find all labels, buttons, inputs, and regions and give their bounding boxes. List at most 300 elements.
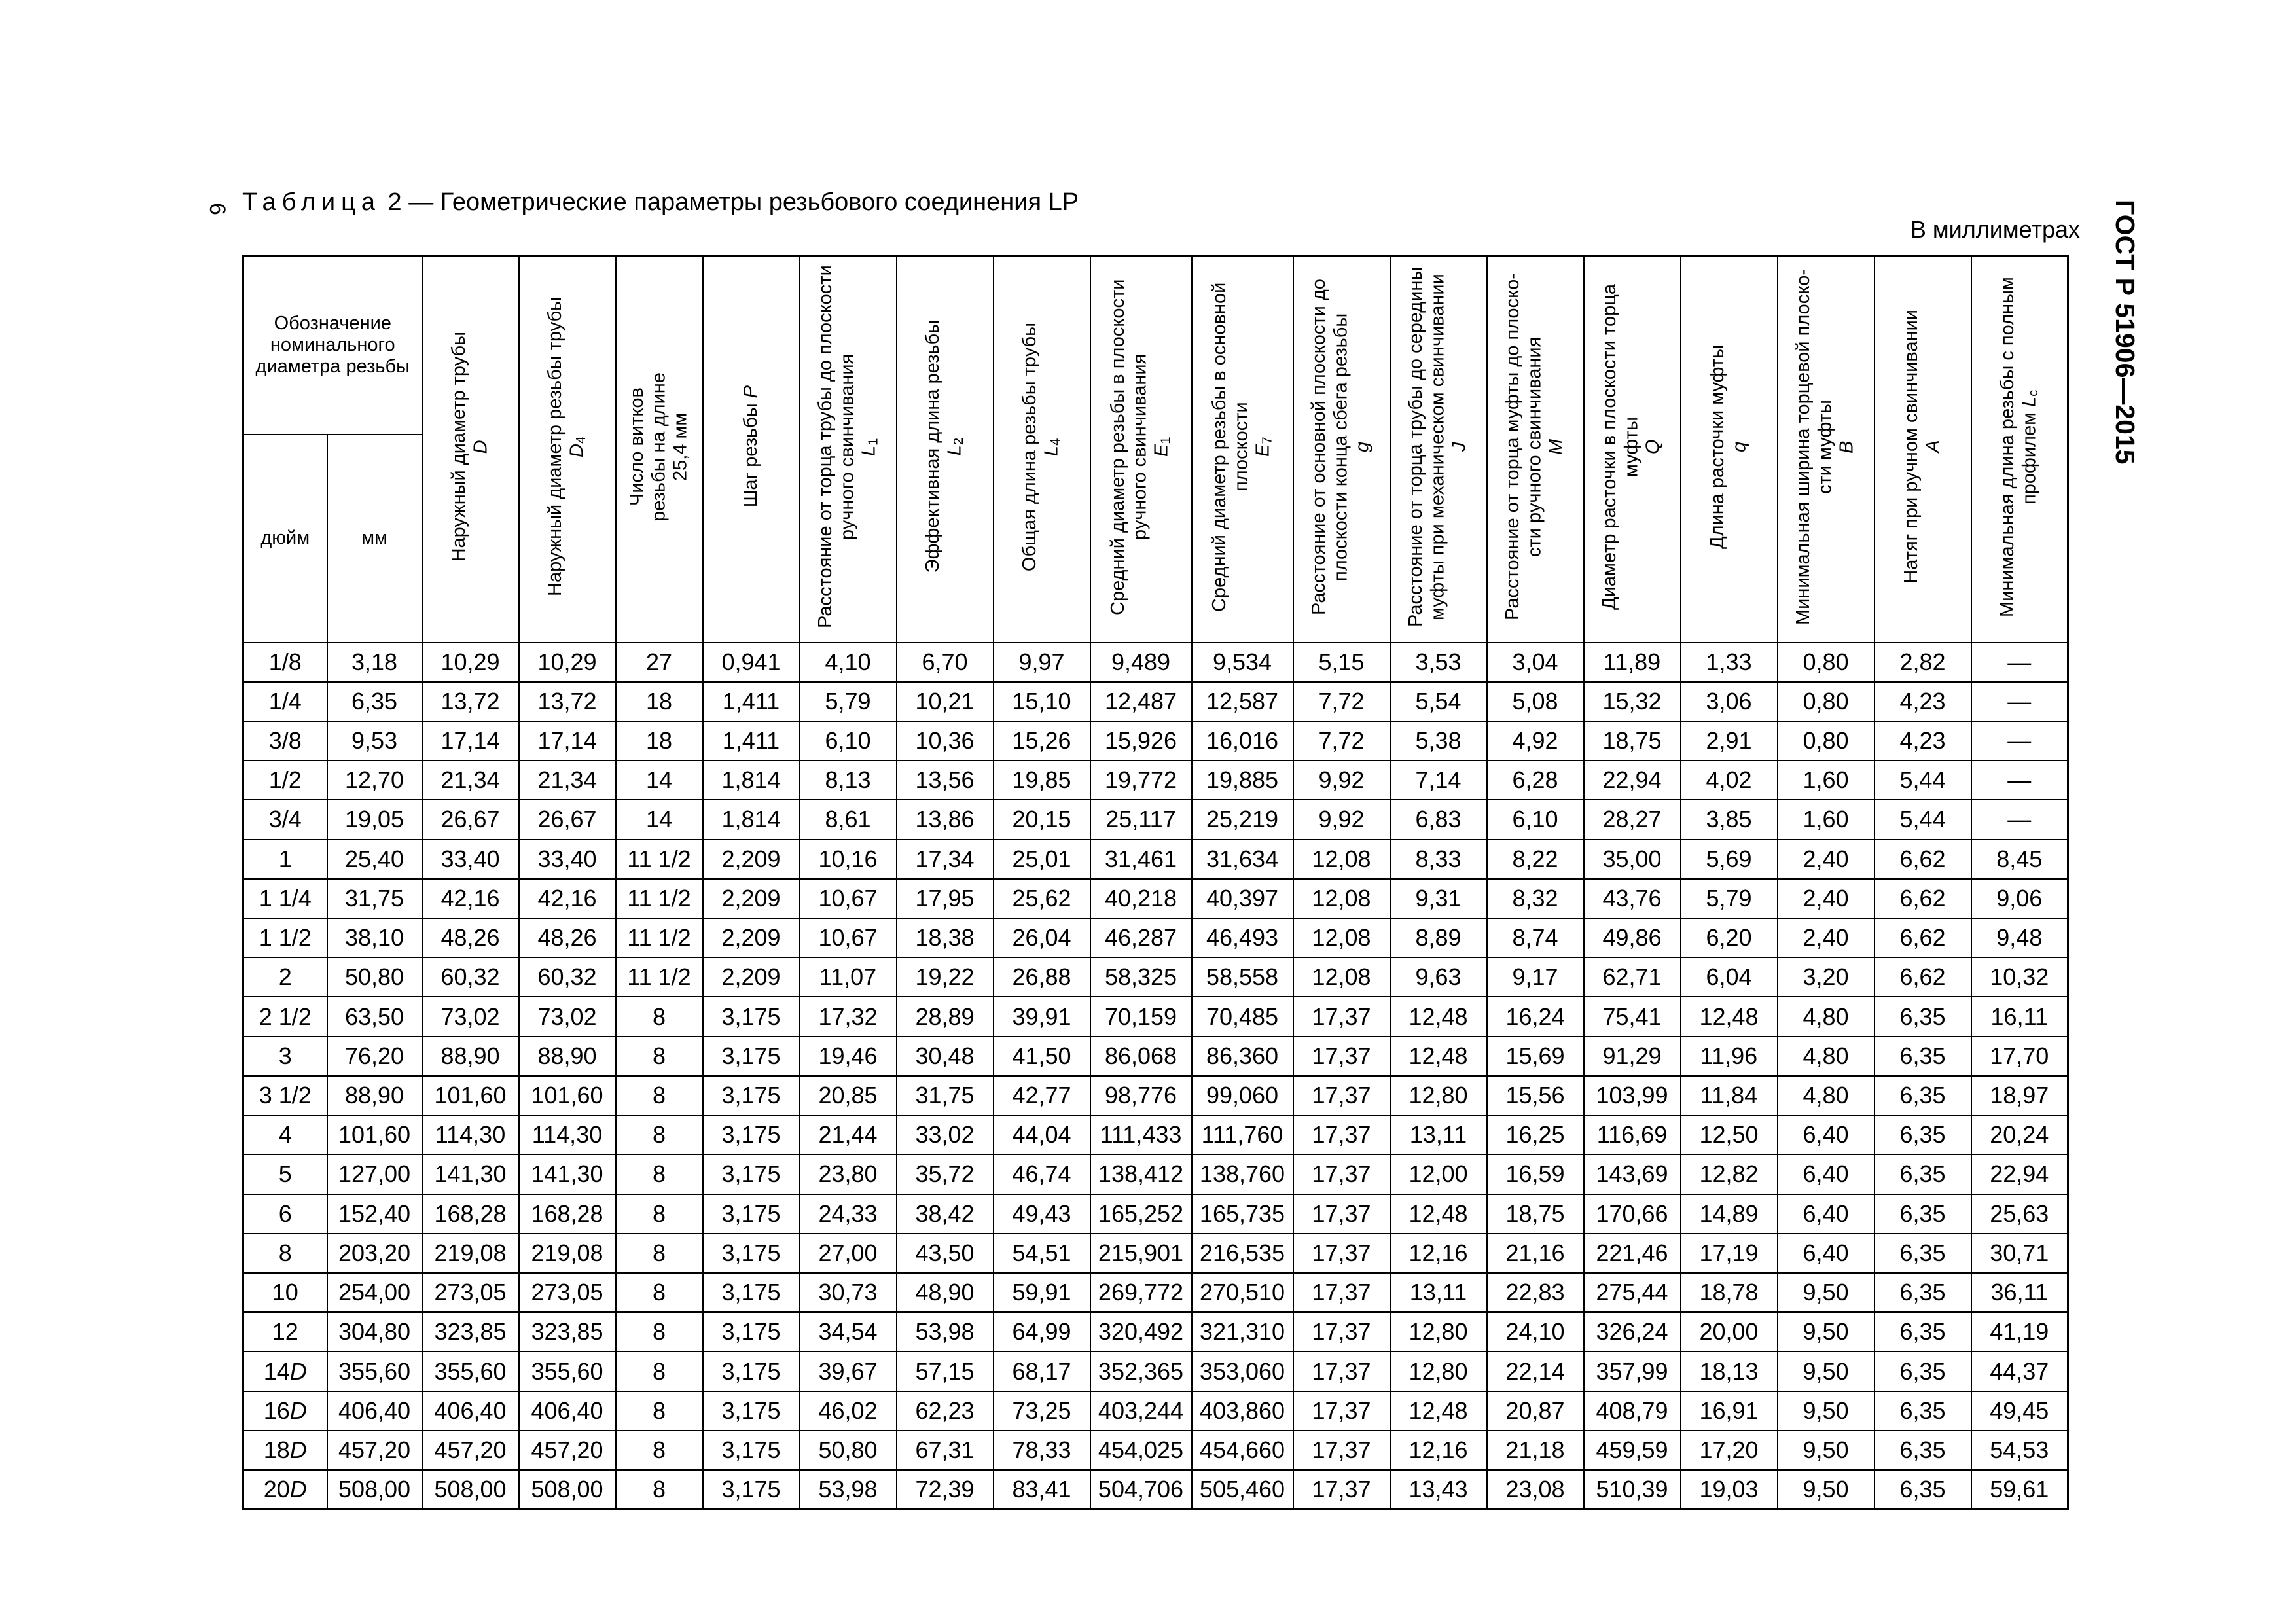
- value-cell: 2,209: [703, 918, 800, 957]
- col-header-label: Расстояние от торца трубы до середины муфты при механическом свинчивании J: [1405, 266, 1471, 627]
- value-cell: 6,35: [1874, 1234, 1971, 1273]
- value-cell: 57,15: [897, 1351, 994, 1391]
- value-cell: 3,175: [703, 997, 800, 1036]
- col-header-label: Общая длина резьбы трубы $L_4$: [1019, 322, 1064, 571]
- value-cell: 1,60: [1778, 800, 1874, 839]
- table-row: [243, 1154, 2068, 1194]
- value-cell: 3,175: [703, 1351, 800, 1391]
- value-cell: 4,92: [1487, 721, 1584, 760]
- value-cell: 3,175: [703, 1194, 800, 1234]
- value-cell: 0,80: [1778, 721, 1874, 760]
- value-cell: 91,29: [1584, 1037, 1681, 1076]
- value-cell: 73,02: [519, 997, 616, 1036]
- value-cell: 215,901: [1090, 1234, 1192, 1273]
- value-cell: 9,50: [1778, 1312, 1874, 1351]
- value-cell: 408,79: [1584, 1391, 1681, 1431]
- value-cell: 8: [616, 997, 703, 1036]
- value-cell: 17,37: [1293, 1431, 1390, 1470]
- value-cell: 16,25: [1487, 1115, 1584, 1154]
- value-cell: 457,20: [519, 1431, 616, 1470]
- value-cell: 355,60: [519, 1351, 616, 1391]
- value-cell: 8,89: [1390, 918, 1487, 957]
- value-cell: 17,14: [422, 721, 519, 760]
- value-cell: 141,30: [519, 1154, 616, 1194]
- inch-cell: 8: [243, 1234, 327, 1273]
- value-cell: 4,80: [1778, 1037, 1874, 1076]
- value-cell: 12,48: [1390, 1391, 1487, 1431]
- value-cell: 14,89: [1681, 1194, 1778, 1234]
- mm-cell: 457,20: [327, 1431, 422, 1470]
- value-cell: 6,35: [1874, 997, 1971, 1036]
- value-cell: 11,96: [1681, 1037, 1778, 1076]
- table-row: [243, 997, 2068, 1036]
- value-cell: 38,42: [897, 1194, 994, 1234]
- col-header-label: Наружный диаметр трубы D: [448, 331, 492, 562]
- col-header-label: Эффективная длина резьбы $L_2$: [922, 320, 967, 573]
- col-header-label: Диаметр расточки в плоскости торца муфты Q: [1599, 283, 1664, 610]
- value-cell: 0,80: [1778, 682, 1874, 721]
- inch-cell: 4: [243, 1115, 327, 1154]
- value-cell: 25,219: [1192, 800, 1293, 839]
- value-cell: 9,92: [1293, 800, 1390, 839]
- inch-cell: 1: [243, 840, 327, 879]
- value-cell: 31,461: [1090, 840, 1192, 879]
- table-body: [243, 643, 2068, 1510]
- value-cell: 60,32: [422, 957, 519, 997]
- value-cell: 10,29: [422, 643, 519, 682]
- inch-cell: 16D: [243, 1391, 327, 1431]
- value-cell: 17,19: [1681, 1234, 1778, 1273]
- table-caption: [242, 188, 1079, 217]
- value-cell: 12,587: [1192, 682, 1293, 721]
- value-cell: 3,175: [703, 1037, 800, 1076]
- value-cell: 168,28: [422, 1194, 519, 1234]
- value-cell: 406,40: [519, 1391, 616, 1431]
- value-cell: 4,02: [1681, 760, 1778, 800]
- value-cell: 20,24: [1971, 1115, 2068, 1154]
- value-cell: 6,40: [1778, 1194, 1874, 1234]
- value-cell: 58,325: [1090, 957, 1192, 997]
- value-cell: 86,360: [1192, 1037, 1293, 1076]
- value-cell: 3,06: [1681, 682, 1778, 721]
- value-cell: 19,885: [1192, 760, 1293, 800]
- value-cell: 59,61: [1971, 1470, 2068, 1509]
- value-cell: 14: [616, 800, 703, 839]
- value-cell: 12,16: [1390, 1234, 1487, 1273]
- value-cell: 13,72: [519, 682, 616, 721]
- value-cell: 41,50: [994, 1037, 1090, 1076]
- value-cell: 273,05: [519, 1273, 616, 1312]
- value-cell: 138,760: [1192, 1154, 1293, 1194]
- mm-cell: 152,40: [327, 1194, 422, 1234]
- value-cell: 22,83: [1487, 1273, 1584, 1312]
- designation-header-text: Обозначение номинального диаметра резьбы: [255, 312, 410, 378]
- mm-cell: 88,90: [327, 1076, 422, 1115]
- value-cell: 3,175: [703, 1115, 800, 1154]
- value-cell: 3,20: [1778, 957, 1874, 997]
- value-cell: 111,433: [1090, 1115, 1192, 1154]
- value-cell: 18: [616, 721, 703, 760]
- value-cell: 2,209: [703, 840, 800, 879]
- value-cell: 70,159: [1090, 997, 1192, 1036]
- value-cell: 1,60: [1778, 760, 1874, 800]
- value-cell: 20,00: [1681, 1312, 1778, 1351]
- value-cell: 6,35: [1874, 1115, 1971, 1154]
- value-cell: 21,34: [519, 760, 616, 800]
- value-cell: 9,97: [994, 643, 1090, 682]
- value-cell: 17,14: [519, 721, 616, 760]
- value-cell: 11,07: [800, 957, 897, 997]
- mm-cell: 25,40: [327, 840, 422, 879]
- value-cell: 25,62: [994, 879, 1090, 918]
- value-cell: 31,634: [1192, 840, 1293, 879]
- col-header-label: Шаг резьбы P: [740, 385, 761, 508]
- value-cell: 60,32: [519, 957, 616, 997]
- value-cell: 26,67: [422, 800, 519, 839]
- value-cell: 6,40: [1778, 1154, 1874, 1194]
- value-cell: 35,00: [1584, 840, 1681, 879]
- inch-cell: 5: [243, 1154, 327, 1194]
- value-cell: 13,11: [1390, 1115, 1487, 1154]
- value-cell: 6,35: [1874, 1194, 1971, 1234]
- value-cell: 510,39: [1584, 1470, 1681, 1509]
- value-cell: 4,23: [1874, 721, 1971, 760]
- mm-cell: 9,53: [327, 721, 422, 760]
- value-cell: 8: [616, 1115, 703, 1154]
- value-cell: 6,35: [1874, 1312, 1971, 1351]
- value-cell: 8,13: [800, 760, 897, 800]
- thread-parameters-table: [242, 255, 2069, 1510]
- value-cell: 39,91: [994, 997, 1090, 1036]
- value-cell: 12,08: [1293, 918, 1390, 957]
- value-cell: 43,76: [1584, 879, 1681, 918]
- value-cell: 48,26: [519, 918, 616, 957]
- value-cell: 23,08: [1487, 1470, 1584, 1509]
- value-cell: 13,43: [1390, 1470, 1487, 1509]
- table-row: [243, 1037, 2068, 1076]
- value-cell: 10,16: [800, 840, 897, 879]
- value-cell: 12,80: [1390, 1076, 1487, 1115]
- value-cell: 459,59: [1584, 1431, 1681, 1470]
- table-row: [243, 1194, 2068, 1234]
- table-row: [243, 643, 2068, 682]
- value-cell: 12,48: [1681, 997, 1778, 1036]
- value-cell: 9,50: [1778, 1431, 1874, 1470]
- col-header-label: Минимальная длина резьбы с полным профилем $L_c$: [1997, 276, 2041, 617]
- value-cell: 21,44: [800, 1115, 897, 1154]
- value-cell: 11 1/2: [616, 918, 703, 957]
- value-cell: 54,51: [994, 1234, 1090, 1273]
- mm-cell: 38,10: [327, 918, 422, 957]
- standard-designation: ГОСТ Р 51906—2015: [2110, 200, 2140, 465]
- value-cell: 6,28: [1487, 760, 1584, 800]
- value-cell: 19,46: [800, 1037, 897, 1076]
- value-cell: 9,92: [1293, 760, 1390, 800]
- value-cell: 59,91: [994, 1273, 1090, 1312]
- value-cell: 5,44: [1874, 800, 1971, 839]
- value-cell: 21,34: [422, 760, 519, 800]
- value-cell: 403,860: [1192, 1391, 1293, 1431]
- value-cell: 17,37: [1293, 1037, 1390, 1076]
- value-cell: 12,16: [1390, 1431, 1487, 1470]
- col-header-label: Минимальная ширина торцевой плоско-сти муфты B: [1793, 268, 1858, 625]
- value-cell: 9,17: [1487, 957, 1584, 997]
- value-cell: 68,17: [994, 1351, 1090, 1391]
- value-cell: 42,16: [422, 879, 519, 918]
- value-cell: 13,11: [1390, 1273, 1487, 1312]
- value-cell: 21,18: [1487, 1431, 1584, 1470]
- inch-cell: 2: [243, 957, 327, 997]
- value-cell: 30,48: [897, 1037, 994, 1076]
- value-cell: 12,80: [1390, 1312, 1487, 1351]
- value-cell: 323,85: [519, 1312, 616, 1351]
- value-cell: 15,32: [1584, 682, 1681, 721]
- value-cell: 49,86: [1584, 918, 1681, 957]
- table-row: [243, 721, 2068, 760]
- mm-cell: 19,05: [327, 800, 422, 839]
- value-cell: 11 1/2: [616, 840, 703, 879]
- value-cell: 10,67: [800, 879, 897, 918]
- value-cell: 2,40: [1778, 918, 1874, 957]
- value-cell: 170,66: [1584, 1194, 1681, 1234]
- value-cell: 8: [616, 1076, 703, 1115]
- value-cell: 15,56: [1487, 1076, 1584, 1115]
- value-cell: 24,10: [1487, 1312, 1584, 1351]
- table-row: [243, 1351, 2068, 1391]
- value-cell: 6,35: [1874, 1431, 1971, 1470]
- mm-cell: 76,20: [327, 1037, 422, 1076]
- mm-header: мм: [327, 435, 422, 643]
- value-cell: 13,86: [897, 800, 994, 839]
- value-cell: 3,175: [703, 1470, 800, 1509]
- value-cell: 326,24: [1584, 1312, 1681, 1351]
- value-cell: 6,40: [1778, 1234, 1874, 1273]
- value-cell: 53,98: [897, 1312, 994, 1351]
- value-cell: 11 1/2: [616, 879, 703, 918]
- value-cell: 46,02: [800, 1391, 897, 1431]
- value-cell: 8: [616, 1194, 703, 1234]
- col-header: [1584, 257, 1681, 643]
- value-cell: 355,60: [422, 1351, 519, 1391]
- mm-cell: 203,20: [327, 1234, 422, 1273]
- value-cell: 323,85: [422, 1312, 519, 1351]
- value-cell: —: [1971, 800, 2068, 839]
- value-cell: 17,37: [1293, 1391, 1390, 1431]
- col-header: [994, 257, 1090, 643]
- value-cell: 48,90: [897, 1273, 994, 1312]
- table-row: [243, 1115, 2068, 1154]
- value-cell: 6,35: [1874, 1154, 1971, 1194]
- value-cell: 2,91: [1681, 721, 1778, 760]
- value-cell: 101,60: [422, 1076, 519, 1115]
- value-cell: 28,27: [1584, 800, 1681, 839]
- value-cell: 4,10: [800, 643, 897, 682]
- value-cell: 17,37: [1293, 997, 1390, 1036]
- value-cell: 454,660: [1192, 1431, 1293, 1470]
- value-cell: 3,175: [703, 1234, 800, 1273]
- value-cell: 26,67: [519, 800, 616, 839]
- value-cell: 111,760: [1192, 1115, 1293, 1154]
- value-cell: 219,08: [422, 1234, 519, 1273]
- value-cell: 50,80: [800, 1431, 897, 1470]
- value-cell: 6,83: [1390, 800, 1487, 839]
- value-cell: 1,814: [703, 800, 800, 839]
- table-row: [243, 1312, 2068, 1351]
- col-header: [1487, 257, 1584, 643]
- value-cell: 17,34: [897, 840, 994, 879]
- value-cell: 7,72: [1293, 721, 1390, 760]
- col-header-label: Наружный диаметр резьбы трубы $D_4$: [545, 297, 589, 597]
- table-row: [243, 1273, 2068, 1312]
- value-cell: 98,776: [1090, 1076, 1192, 1115]
- value-cell: 8,32: [1487, 879, 1584, 918]
- value-cell: 9,50: [1778, 1351, 1874, 1391]
- value-cell: 6,04: [1681, 957, 1778, 997]
- value-cell: 321,310: [1192, 1312, 1293, 1351]
- value-cell: 1,411: [703, 721, 800, 760]
- value-cell: 75,41: [1584, 997, 1681, 1036]
- col-header-label: Расстояние от основной плоскости до плоскости конца сбега резьбы g: [1308, 278, 1374, 615]
- value-cell: 1,814: [703, 760, 800, 800]
- value-cell: 6,40: [1778, 1115, 1874, 1154]
- value-cell: 3,175: [703, 1273, 800, 1312]
- value-cell: 17,37: [1293, 1194, 1390, 1234]
- value-cell: 48,26: [422, 918, 519, 957]
- value-cell: 62,71: [1584, 957, 1681, 997]
- value-cell: 73,02: [422, 997, 519, 1036]
- value-cell: 53,98: [800, 1470, 897, 1509]
- value-cell: 28,89: [897, 997, 994, 1036]
- inch-cell: 6: [243, 1194, 327, 1234]
- value-cell: 8: [616, 1154, 703, 1194]
- mm-cell: 6,35: [327, 682, 422, 721]
- value-cell: 6,10: [800, 721, 897, 760]
- table-row: [243, 760, 2068, 800]
- value-cell: 40,218: [1090, 879, 1192, 918]
- value-cell: 4,80: [1778, 1076, 1874, 1115]
- value-cell: 20,87: [1487, 1391, 1584, 1431]
- value-cell: 36,11: [1971, 1273, 2068, 1312]
- col-header: [616, 257, 703, 643]
- value-cell: 3,175: [703, 1312, 800, 1351]
- value-cell: 88,90: [422, 1037, 519, 1076]
- value-cell: 508,00: [422, 1470, 519, 1509]
- inch-cell: 3/4: [243, 800, 327, 839]
- value-cell: 18,75: [1487, 1194, 1584, 1234]
- col-header-label: Расстояние от торца трубы до плоскости ручного свинчивания $L_1$: [814, 265, 881, 628]
- value-cell: 12,48: [1390, 1194, 1487, 1234]
- value-cell: 9,06: [1971, 879, 2068, 918]
- value-cell: 5,79: [800, 682, 897, 721]
- inch-cell: 10: [243, 1273, 327, 1312]
- table-row: [243, 1076, 2068, 1115]
- value-cell: 6,70: [897, 643, 994, 682]
- value-cell: 114,30: [422, 1115, 519, 1154]
- value-cell: 9,50: [1778, 1273, 1874, 1312]
- value-cell: 6,62: [1874, 840, 1971, 879]
- value-cell: 16,24: [1487, 997, 1584, 1036]
- value-cell: 454,025: [1090, 1431, 1192, 1470]
- value-cell: 18,38: [897, 918, 994, 957]
- inch-cell: 2 1/2: [243, 997, 327, 1036]
- value-cell: 17,37: [1293, 1273, 1390, 1312]
- mm-cell: 63,50: [327, 997, 422, 1036]
- value-cell: 6,10: [1487, 800, 1584, 839]
- inch-cell: 3: [243, 1037, 327, 1076]
- mm-cell: 3,18: [327, 643, 422, 682]
- value-cell: 16,91: [1681, 1391, 1778, 1431]
- value-cell: 168,28: [519, 1194, 616, 1234]
- value-cell: 10,67: [800, 918, 897, 957]
- value-cell: 6,35: [1874, 1076, 1971, 1115]
- value-cell: 12,82: [1681, 1154, 1778, 1194]
- value-cell: 9,48: [1971, 918, 2068, 957]
- value-cell: 2,209: [703, 879, 800, 918]
- value-cell: 17,20: [1681, 1431, 1778, 1470]
- value-cell: 16,59: [1487, 1154, 1584, 1194]
- value-cell: 46,493: [1192, 918, 1293, 957]
- value-cell: 25,63: [1971, 1194, 2068, 1234]
- value-cell: 3,175: [703, 1391, 800, 1431]
- value-cell: 78,33: [994, 1431, 1090, 1470]
- value-cell: 5,15: [1293, 643, 1390, 682]
- table-row: [243, 1391, 2068, 1431]
- value-cell: 26,04: [994, 918, 1090, 957]
- col-header: [1293, 257, 1390, 643]
- value-cell: 18: [616, 682, 703, 721]
- value-cell: 221,46: [1584, 1234, 1681, 1273]
- value-cell: 14: [616, 760, 703, 800]
- value-cell: 273,05: [422, 1273, 519, 1312]
- value-cell: 10,36: [897, 721, 994, 760]
- value-cell: 9,31: [1390, 879, 1487, 918]
- value-cell: 42,77: [994, 1076, 1090, 1115]
- value-cell: 17,37: [1293, 1234, 1390, 1273]
- table-row: [243, 918, 2068, 957]
- value-cell: 19,772: [1090, 760, 1192, 800]
- value-cell: 12,08: [1293, 840, 1390, 879]
- value-cell: —: [1971, 721, 2068, 760]
- value-cell: 9,489: [1090, 643, 1192, 682]
- value-cell: 8,33: [1390, 840, 1487, 879]
- value-cell: 8: [616, 1351, 703, 1391]
- table-row: [243, 840, 2068, 879]
- inch-cell: 18D: [243, 1431, 327, 1470]
- inch-cell: 12: [243, 1312, 327, 1351]
- value-cell: 49,45: [1971, 1391, 2068, 1431]
- value-cell: 8,74: [1487, 918, 1584, 957]
- value-cell: 70,485: [1192, 997, 1293, 1036]
- value-cell: 30,71: [1971, 1234, 2068, 1273]
- value-cell: 22,14: [1487, 1351, 1584, 1391]
- value-cell: 5,79: [1681, 879, 1778, 918]
- value-cell: 505,460: [1192, 1470, 1293, 1509]
- designation-header: [243, 257, 422, 435]
- value-cell: 457,20: [422, 1431, 519, 1470]
- value-cell: 44,04: [994, 1115, 1090, 1154]
- value-cell: 320,492: [1090, 1312, 1192, 1351]
- value-cell: 21,16: [1487, 1234, 1584, 1273]
- mm-cell: 50,80: [327, 957, 422, 997]
- value-cell: 8,22: [1487, 840, 1584, 879]
- value-cell: 2,40: [1778, 879, 1874, 918]
- value-cell: 269,772: [1090, 1273, 1192, 1312]
- value-cell: 5,44: [1874, 760, 1971, 800]
- value-cell: 12,48: [1390, 997, 1487, 1036]
- value-cell: 353,060: [1192, 1351, 1293, 1391]
- value-cell: 42,16: [519, 879, 616, 918]
- value-cell: 0,80: [1778, 643, 1874, 682]
